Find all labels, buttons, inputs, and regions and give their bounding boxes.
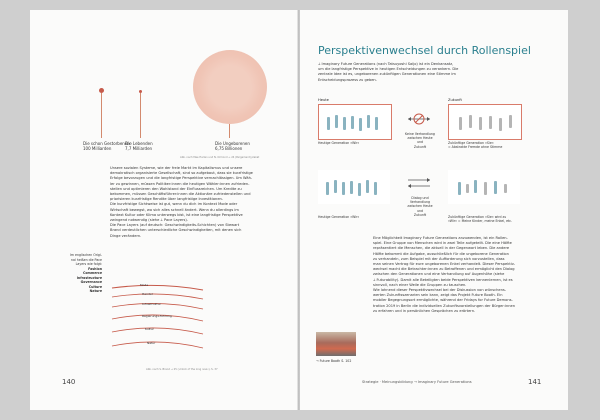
living-stem: [140, 93, 141, 138]
caption-today-1: Heutige Generation »Wir«: [318, 141, 360, 145]
page-number-left: 140: [62, 378, 76, 386]
today-generation-scene-2: [318, 170, 390, 204]
unborn-stem: [229, 124, 230, 138]
dead-label: Die schon Gestorbenen 100 Milliarden: [83, 141, 130, 151]
page-number-right: 141: [528, 378, 542, 386]
label-zukunft: Zukunft: [448, 98, 462, 102]
no-negotiation-icon: [407, 111, 431, 127]
living-label: Die Lebenden 7,7 Milliarden: [125, 141, 153, 151]
future-generation-scene: [448, 104, 522, 140]
layer-label: Mode: [140, 283, 149, 287]
layer-label: Kultur: [145, 327, 154, 331]
layer-label: Handel: [142, 292, 153, 296]
unborn-dot: [193, 50, 267, 124]
dialog-arrows-icon: [407, 176, 431, 190]
left-body-text: Unsere sozialen Systeme, wie der freie Markt im Kapitalismus und unsere demokratisch organisierte Gesellschaft, sind so aufgebaut, dass sie kurzfristige Erfolge bevorzugen und die langfristige Perspektive vernachlässigen. Um Wäh- ler zu gewinnen, müssen Politiker:innen die heutigen Wähler:innen zufrieden- stellen und optimieren den Wohlstand der Einflussreichen. Um Kredite zu bekommen, müssen Geschäftsführer:innen die Aktionäre zufriedenstellen und priorisieren kurzfristige Rendite über langfristige Investitionen. Die kurzfristige Sichtweise ist gut, wenn du dich im Kontext Mode oder Wirtschaft bewegst, wo sich alles schnell ändert. Wenn du allerdings im Kontext Kultur oder Klima unterwegs bist, ist eine langfristige Perspektive zwingend notwendig (siehe ⟂ Pace Layers). Die Pace Layers (auf deutsch: Geschwindigkeits-Schichten) von Stewart Brand verdeutlichen unterschiedliche Geschwindigkeiten, mit denen sich Dinge verändern.: [110, 166, 253, 238]
page-footer: Strategie · Meinungsbildung → Imaginary Future Generations: [362, 380, 472, 384]
dots-source: Abb. nach Mae Harlan und N. Ormond → 24 (Pergament) plakat: [180, 156, 260, 159]
layer-label: Infrastruktur: [142, 302, 161, 306]
left-page: [30, 10, 298, 410]
right-page: [300, 10, 568, 410]
right-body-text: Eine Möglichkeit Imaginary Future Generations anzuwenden, ist ein Rollen- spiel. Eine Gruppe von Menschen wird in zwei Teile aufgeteilt. Die eine Hälfte repräsentiert die Menschen, die aktuell in der Gegenwart leben. Die andere Hälfte bekommt die Aufgabe, ausschließlich für die ungeborene Generation zu verhandeln, zum Beispiel mit der Aufforderung sich vorzustellen, dass man seinen Vertrag für eure ungeborenen Enkel verhandelt. Dieser Perspektiv- wechsel macht die Betrachter:innen zu Betroffenen und ermöglicht den Dialog zwischen den Generationen und eine Verhandlung auf Augenhöhe (siehe ⟂ Futurability). Damit alle Beteiligten beide Perspektiven kennenlernen, ist es sinnvoll, nach einer Weile die Gruppen zu tauschen. Wie lohnend dieser Perspektivwechsel bei der Diskussion von wünschens- werten Zukunftsszenarien sein kann, zeigt das Projekt Future Booth. Ein mobiler Begegnungsort ermöglichte, während der Fridays for Future Demons- tration 2019 in Berlin die individuellen Zukunftsvorstellungen der Bürger:innen zu erfahren und in persönlichen Gesprächen zu erörtern.: [373, 236, 516, 313]
pace-layers-side-note: Im englischen Origi- nal heißen die Pace Layers wie folgt: Fashion Commerce Infrastructure Governance Culture Nature: [69, 253, 102, 293]
unborn-label: Die Ungeborenen 6,75 Billionen: [215, 141, 250, 151]
middle-caption-1: Keine Verhandlung zwischen Heute und Zukunft: [405, 132, 435, 149]
middle-caption-2: Dialog und Verhandlung zwischen Heute und Zukunft: [407, 196, 433, 217]
intro-text: ⟂ Imaginary Future Generations (nach Tatsuyoshi Saijo) ist ein Denkansatz, um die langfristige Perspektive in heutigen Entscheidungen zu verankern. Die zentrale Idee ist es, ungeborenen zukünftigen Generationen eine Stimme im Entscheidungsprozess zu geben.: [318, 62, 459, 82]
pace-layers-diagram: [110, 280, 205, 355]
future-generation-scene-2: [448, 170, 520, 204]
today-generation-scene: [318, 104, 392, 140]
caption-today-2: Heutige Generation »Wir«: [318, 215, 360, 219]
label-heute: Heute: [318, 98, 329, 102]
layer-label: Natur: [147, 341, 156, 345]
photo-caption-link[interactable]: → Future Booth S. 102: [316, 359, 352, 363]
dead-stem: [101, 93, 102, 138]
layer-label: Regierungs-führung: [142, 314, 172, 318]
caption-future-2: Zukünftige Generation »Sie« wird zu »Wir« = Meine Kinder, meine Enkel, etc.: [448, 215, 513, 224]
caption-future-1: Zukünftige Generation »Sie« = Abstrakte Fremde ohne Stimme: [448, 141, 503, 150]
future-booth-photo[interactable]: [316, 332, 356, 356]
layers-source: Abb. nach S. Brand → 25 (»Clock of the long now«), S. 37: [146, 368, 218, 371]
page-title: Perspektivenwechsel durch Rollenspiel: [318, 44, 531, 57]
